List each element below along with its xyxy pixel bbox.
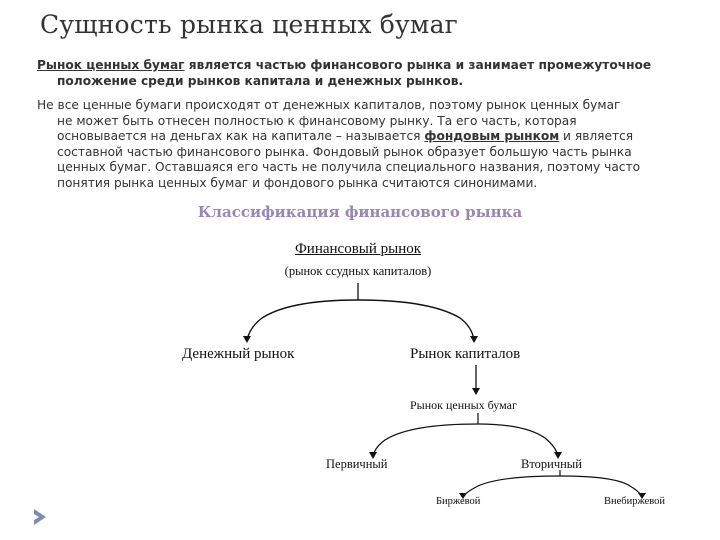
explanation-line2: не может быть отнесен полностью к финансовому рынку. Та его часть, которая (57, 113, 577, 128)
stock-market-term: фондовым рынком (424, 129, 560, 143)
definition-line2: положение среди рынков капитала и денежных рынков. (57, 73, 464, 88)
node-money-market: Денежный рынок (182, 346, 295, 362)
branch-secondary (478, 424, 558, 456)
node-capital-market: Рынок капиталов (410, 346, 521, 362)
chevron-right-icon[interactable] (30, 507, 50, 527)
node-loan-capital-note: (рынок ссудных капиталов) (284, 264, 432, 278)
branch-exchange (463, 476, 560, 497)
node-exchange-market: Биржевой (436, 496, 481, 507)
explanation-line4: составной частью финансового рынка. Фондовый рынок образует большую часть рынка (57, 144, 632, 159)
node-primary-market: Первичный (326, 457, 388, 471)
node-otc-market: Внебиржевой (604, 496, 666, 507)
branch-money-market (247, 300, 358, 340)
explanation-line5: ценных бумаг. Оставшаяся его часть не получила специального названия, поэтому часто (57, 160, 641, 174)
node-securities-market: Рынок ценных бумаг (410, 398, 517, 412)
branch-capital-market (358, 300, 474, 340)
page-title: Сущность рынка ценных бумаг (40, 10, 458, 39)
explanation-line6: понятия рынка ценных бумаг и фондового рынка считаются синонимами. (57, 175, 538, 190)
branch-primary (373, 424, 478, 456)
definition-line1: является частью финансового рынка и занимает промежуточное (184, 58, 652, 72)
classification-title: Классификация финансового рынка (197, 203, 523, 221)
arrow-securities (472, 388, 480, 395)
node-financial-market: Финансовый рынок (294, 241, 422, 257)
explanation-line1: Не все ценные бумаги происходят от денежных капиталов, поэтому рынок ценных бумаг (37, 98, 621, 112)
explanation-line3-pre: основывается на деньгах как на капитале – называется (57, 129, 425, 143)
branch-otc (560, 476, 642, 497)
definition-term: Рынок ценных бумаг (37, 58, 185, 72)
arrow-capital-market (470, 336, 478, 343)
explanation-line3-post: и является (559, 129, 634, 143)
node-secondary-market: Вторичный (521, 457, 582, 471)
arrow-money-market (243, 336, 251, 343)
